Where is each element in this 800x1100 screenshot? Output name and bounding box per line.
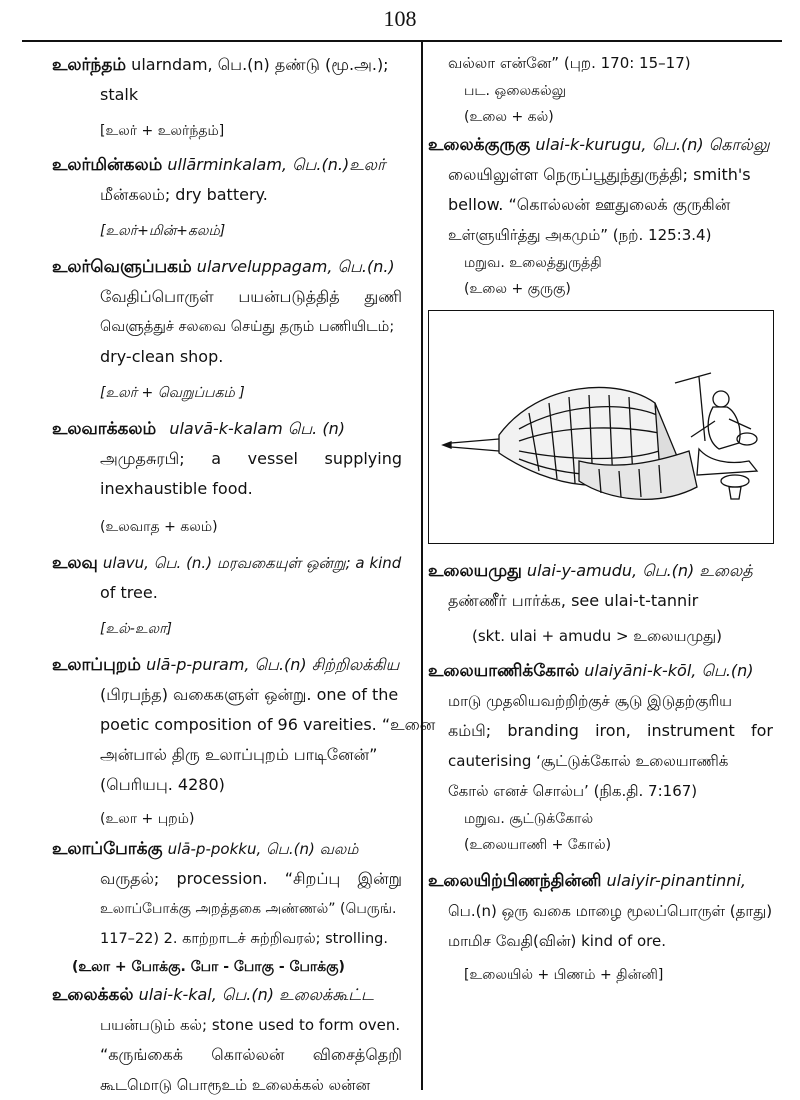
entry-ulappuram xyxy=(52,650,436,830)
definition-line: bellow. “கொல்லன் ஊதுலைக் குருகின் xyxy=(448,195,731,214)
entry-ulaiyirpinantinni xyxy=(428,866,773,988)
etymology: (உலை + கல்) xyxy=(464,109,554,125)
definition-line: (பிரபந்த) வகைகளுள் ஒன்று. one of the xyxy=(100,685,399,704)
definition-line: வெளுத்துச் சலவை செய்து தரும் பணியிடம்; xyxy=(100,319,395,335)
definition-line: ullārminkalam, பெ.(n.)உலர் xyxy=(167,155,386,174)
variant-note: பட. ஒலைகல்லு xyxy=(464,83,567,99)
etymology: [உலையில் + பிணம் + தின்னி] xyxy=(464,967,664,983)
entry-ulaikkurugu xyxy=(428,130,773,250)
etymology: (உலவாத + கலம்) xyxy=(100,519,218,535)
headword: உலையமுது xyxy=(428,561,522,581)
definition-line: ulai-k-kurugu, பெ.(n) கொல்லு xyxy=(535,135,770,154)
entry-ularndam xyxy=(52,50,402,142)
definition-line: ulaiyāni-k-kōl, பெ.(n) xyxy=(584,661,754,680)
headword: உலைக்குருகு xyxy=(428,135,531,155)
headword: உலர்வெளுப்பகம் xyxy=(52,257,192,277)
definition-line: லையிலுள்ள நெருப்பூதுந்துருத்தி; smith's xyxy=(448,165,751,184)
column-divider xyxy=(421,40,423,1090)
definition-line: கோல் எனச் சொல்ப’ (நிக.தி. 7:167) xyxy=(448,782,698,800)
definition-line: (பெரியபு. 4280) xyxy=(100,775,225,794)
definition-line: 117–22) 2. காற்றாடச் சுற்றிவரல்; strolling. xyxy=(100,931,388,947)
headword: உலவு xyxy=(52,553,98,573)
page-number: 108 xyxy=(383,6,417,31)
entry-ularminkalam xyxy=(52,150,402,242)
etymology: [உல்-உலா] xyxy=(100,621,172,637)
definition-line: of tree. xyxy=(100,583,158,602)
definition-line: கூடமொடு பொரூஉம் உலைக்கல் லன்ன xyxy=(100,1076,371,1094)
definition-line: ulai-y-amudu, பெ.(n) உலைத் xyxy=(526,561,753,580)
definition-line: வேதிப்பொருள் பயன்படுத்தித் துணி xyxy=(100,287,402,306)
etymology: (உலா + புறம்) xyxy=(100,811,195,827)
definition-line: வருதல்; procession. “சிறப்பு இன்று xyxy=(100,869,402,888)
entry-ularveluppagam xyxy=(52,252,402,404)
entry-ulaiyanikkol xyxy=(428,656,773,806)
definition-line: dry-clean shop. xyxy=(100,347,224,366)
headword: உலாப்போக்கு xyxy=(52,839,163,859)
definition-line: மாமிச வேதி(வின்) kind of ore. xyxy=(448,932,667,950)
definition-line: ulā-p-pokku, பெ.(n) வலம் xyxy=(167,840,359,858)
etymology: (உலையாணி + கோல்) xyxy=(464,837,612,853)
header-rule xyxy=(22,40,782,42)
definition-line: அமுதசுரபி; a vessel supplying xyxy=(100,449,402,468)
definition-line: உள்ளுயிர்த்து அகமும்” (நற். 125:3.4) xyxy=(448,226,712,244)
etymology: (skt. ulai + amudu > உலையமுது) xyxy=(472,627,722,645)
definition-line: உலாப்போக்கு அறத்தகை அண்ணல்” (பெருங். xyxy=(100,901,397,917)
definition-line: ulavu, பெ. (n.) மரவகையுள் ஒன்று; a kind xyxy=(102,554,402,572)
bellows-illustration xyxy=(428,310,774,544)
definition-line: inexhaustible food. xyxy=(100,479,253,498)
entry-ulavakkalam xyxy=(52,414,402,538)
etymology: (உலா + போக்கு. போ - போகு - போக்கு) xyxy=(72,959,345,975)
definition-line: cauterising ‘சூட்டுக்கோல் உலையாணிக் xyxy=(448,752,729,770)
definition-line: மாடு முதலியவற்றிற்குச் சூடு இடுதற்குரிய xyxy=(448,692,732,710)
entry-ulaiyamudu xyxy=(428,556,773,656)
etymology: [உலர் + வெறுப்பகம் ] xyxy=(100,385,245,401)
definition-line: கம்பி; branding iron, instrument for xyxy=(448,721,773,740)
entry-ulappokku xyxy=(52,834,402,980)
headword: உலர்ந்தம் xyxy=(52,55,127,75)
definition-line: stalk xyxy=(100,85,139,104)
headword: உலைக்கல் xyxy=(52,985,134,1005)
definition-line: பயன்படும் கல்; stone used to form oven. xyxy=(100,1016,401,1034)
headword: உலையாணிக்கோல் xyxy=(428,661,580,681)
definition-line: ulavā-k-kalam பெ. (n) xyxy=(169,419,345,438)
definition-line: “கருங்கைக் கொல்லன் விசைத்தெறி xyxy=(100,1045,402,1064)
etymology: [உலர்+மின்+கலம்] xyxy=(100,223,226,239)
definition-line: மீன்கலம்; dry battery. xyxy=(100,185,268,204)
definition-line: ulā-p-puram, பெ.(n) சிற்றிலக்கிய xyxy=(146,655,400,674)
definition-line: ularndam, பெ.(n) தண்டு (மூ.அ.); xyxy=(131,55,389,74)
bellows-drawing xyxy=(429,311,773,543)
etymology: (உலை + குருகு) xyxy=(464,281,571,297)
variant-note: மறுவ. சூட்டுக்கோல் xyxy=(464,811,594,827)
headword: உலவாக்கலம் xyxy=(52,419,157,439)
headword: உலையிற்பிணந்தின்னி xyxy=(428,871,602,891)
entry-ulavu xyxy=(52,548,402,640)
etymology: [உலர் + உலர்ந்தம்] xyxy=(100,123,225,139)
continuation-line: வல்லா என்னே” (புற. 170: 15–17) xyxy=(448,54,691,72)
headword: உலாப்புறம் xyxy=(52,655,141,675)
definition-line: பெ.(n) ஒரு வகை மாழை மூலப்பொருள் (தாது) xyxy=(448,902,773,920)
definition-line: ularveluppagam, பெ.(n.) xyxy=(196,257,395,276)
definition-line: poetic composition of 96 vareities. “உனை xyxy=(100,715,436,734)
definition-line: தண்ணீர் பார்க்க, see ulai-t-tannir xyxy=(448,591,699,610)
left-column xyxy=(52,48,436,1100)
variant-note: மறுவ. உலைத்துருத்தி xyxy=(464,255,602,271)
definition-line: ulaiyir-pinantinni, xyxy=(606,871,746,890)
definition-line: அன்பால் திரு உலாப்புறம் பாடினேன்” xyxy=(100,745,378,764)
entry-ulaikkal xyxy=(52,980,402,1100)
right-column xyxy=(428,48,773,988)
headword: உலர்மின்கலம் xyxy=(52,155,163,175)
definition-line: ulai-k-kal, பெ.(n) உலைக்கூட்ட xyxy=(138,985,374,1004)
